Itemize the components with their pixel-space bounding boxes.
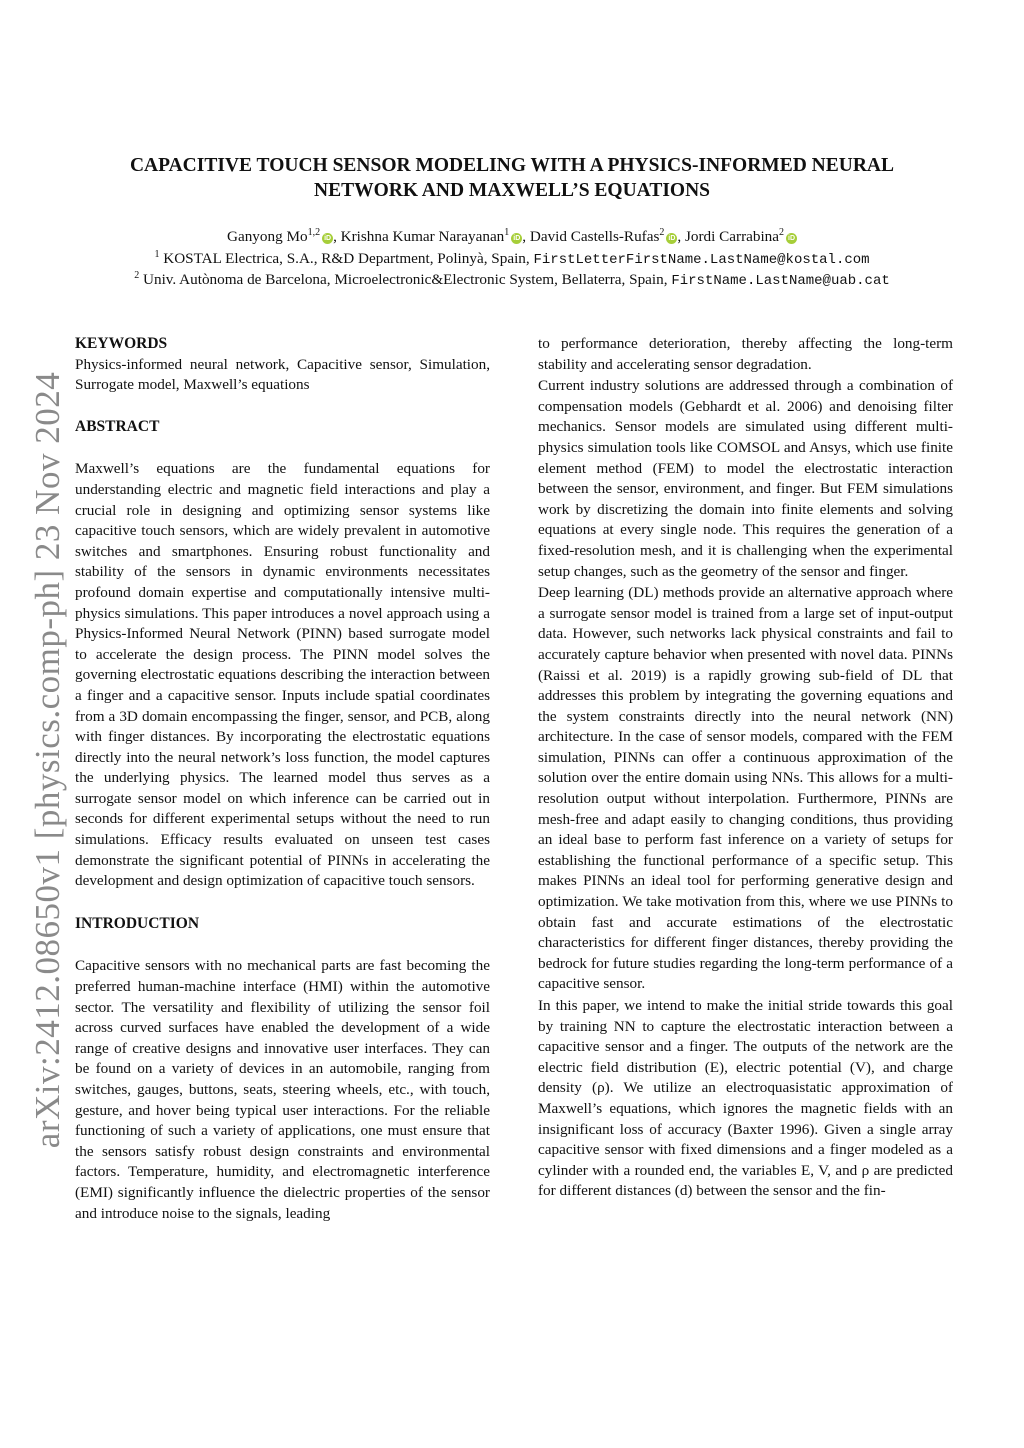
affiliation-text: KOSTAL Electrica, S.A., R&D Department, Polinyà, Spain, (163, 250, 530, 267)
author-name: David Castells-Rufas (529, 228, 660, 245)
paper-title (90, 153, 934, 203)
affiliation-number: 2 (134, 270, 140, 281)
abstract-heading: ABSTRACT (75, 417, 160, 435)
affiliation-2 (60, 269, 964, 292)
title-line-1: CAPACITIVE TOUCH SENSOR MODELING WITH A PHYSICS-INFORMED NEURAL (129, 155, 895, 176)
left-column (75, 334, 490, 1224)
author-separator: , (522, 228, 530, 245)
affiliation-number: 1 (154, 249, 160, 260)
title-line-2: NETWORK AND MAXWELL’S EQUATIONS (313, 180, 711, 201)
author-list (60, 226, 964, 247)
introduction-heading: INTRODUCTION (75, 914, 200, 932)
orcid-icon[interactable]: iD (668, 235, 676, 242)
keywords-text: Physics-informed neural network, Capacitive sensor, Simulation, Surrogate model, Maxwell’s equations (75, 355, 490, 394)
introduction-paragraph: to performance deterioration, thereby affecting the long-term stability and accelerating sensor degradation. (538, 335, 953, 373)
arxiv-identifier[interactable]: arXiv:2412.08650v1 [physics.comp-ph] 23 Nov 2024 (28, 371, 67, 1149)
affiliation-email[interactable]: FirstLetterFirstName.LastName@kostal.com (533, 252, 870, 268)
affiliation-email[interactable]: FirstName.LastName@uab.cat (671, 273, 890, 289)
introduction-text-left: Capacitive sensors with no mechanical parts are fast becoming the preferred human-machine interface (HMI) within the automotive sector. The versatility and flexibility of utilizing the sensor foil across curved surfaces have enabled the development of a wide range of creative designs and innovative user interfaces. They can be found on a variety of devices in an automobile, ranging from switches, gauges, buttons, seats, steering wheels, etc., with touch, gesture, and hover being typical user interactions. For the reliable functioning of such a variety of applications, one must ensure that the sensors satisfy robust design constraints and environmental factors. Temperature, humidity, and electromagnetic interference (EMI) significantly influence the dielectric properties of the sensor and introduce noise to the signals, leading (75, 957, 490, 1222)
author-affiliation-marker: 1,2 (307, 227, 321, 238)
author-separator: , (333, 228, 341, 245)
orcid-icon[interactable]: iD (324, 235, 332, 242)
author-separator: , (677, 228, 685, 245)
author-affiliation-marker: 1 (504, 227, 510, 238)
introduction-paragraph: Current industry solutions are addressed through a combination of compensation models (Gebhardt et al. 2006) and denoising filter mechanics. Sensor models are simulated using different multi-physics simulation tools like COMSOL and Ansys, which use finite element method (FEM) to model the electrostatic interaction between the sensor, environment, and finger. But FEM simulations work by discretizing the domain into finite elements and solving equations at every single node. This requires the generation of a fixed-resolution mesh, and it is challenging when the experimental setup changes, such as the geometry of the sensor and finger. (538, 377, 953, 580)
author-name: Ganyong Mo (226, 228, 308, 245)
keywords-heading: KEYWORDS (75, 335, 168, 352)
introduction-paragraph: Deep learning (DL) methods provide an alternative approach where a surrogate sensor model is trained from a large set of input-output data. However, such networks lack physical constraints and fail to accurately capture behavior when presented with novel data. PINNs (Raissi et al. 2019) is a rapidly growing sub-field of DL that addresses this problem by integrating the governing equations and the system constraints directly into the neural network (NN) architecture. In the case of sensor models, compared with the FEM simulation, PINNs can offer a continuous approximation of the solution over the entire domain using NNs. This allows for a multi-resolution output without interpolation. Furthermore, PINNs are mesh-free and adapt easily to changing conditions, thus providing an ideal base to perform fast inference on a variety of setups for establishing the functional performance of a specific setup. This makes PINNs an ideal tool for performing generative design and optimization. We take motivation from this, where we use PINNs to obtain fast and accurate estimations of the electrostatic characteristics for different finger distances, thereby providing the bedrock for future studies regarding the long-term performance of a capacitive sensor. (538, 584, 953, 993)
author-name: Jordi Carrabina (684, 228, 780, 245)
author-affiliation-marker: 2 (779, 227, 785, 238)
affiliation-text: Univ. Autònoma de Barcelona, Microelectronic&Electronic System, Bellaterra, Spain, (143, 271, 668, 288)
introduction-paragraph: In this paper, we intend to make the initial stride towards this goal by training NN to capture the electrostatic interaction between a capacitive sensor and a finger. The outputs of the network are the electric field distribution (E), electric potential (V), and charge density (ρ). We utilize an electroquasistatic approximation of Maxwell’s equations, which ignores the magnetic fields with an insignificant loss of accuracy (Baxter 1996). Given a single array capacitive sensor with fixed dimensions and a finger modeled as a cylinder with a rounded end, the variables E, V, and ρ are predicted for different distances (d) between the sensor and the fin- (538, 997, 953, 1200)
abstract-text: Maxwell’s equations are the fundamental equations for understanding electric and magnetic field interactions and play a crucial role in designing and optimizing sensor systems like capacitive touch sensors, which are widely prevalent in automotive switches and smartphones. Ensuring robust functionality and stability of the sensors in dynamic environments necessitates profound domain expertise and computationally intensive multi-physics simulations. This paper introduces a novel approach using a Physics-Informed Neural Network (PINN) based surrogate model to accelerate the design process. The PINN model solves the governing electrostatic equations describing the interaction between a finger and a capacitive sensor. Inputs include spatial coordinates from a 3D domain encompassing the finger, sensor, and PCB, along with finger distances. By incorporating the electrostatic equations directly into the neural network’s loss function, the model captures the underlying physics. The learned model thus serves as a surrogate sensor model on which inference can be carried out in seconds for different experimental setups without the need to run simulations. Efficacy results evaluated on unseen test cases demonstrate the significant potential of PINNs in accelerating the development and design optimization of capacitive touch sensors. (75, 460, 490, 890)
right-column (538, 334, 953, 1202)
author-affiliation-marker: 2 (659, 227, 665, 238)
orcid-icon[interactable]: iD (788, 235, 796, 242)
author-name: Krishna Kumar Narayanan (340, 228, 505, 245)
affiliation-1 (60, 248, 964, 271)
orcid-icon[interactable]: iD (513, 235, 521, 242)
